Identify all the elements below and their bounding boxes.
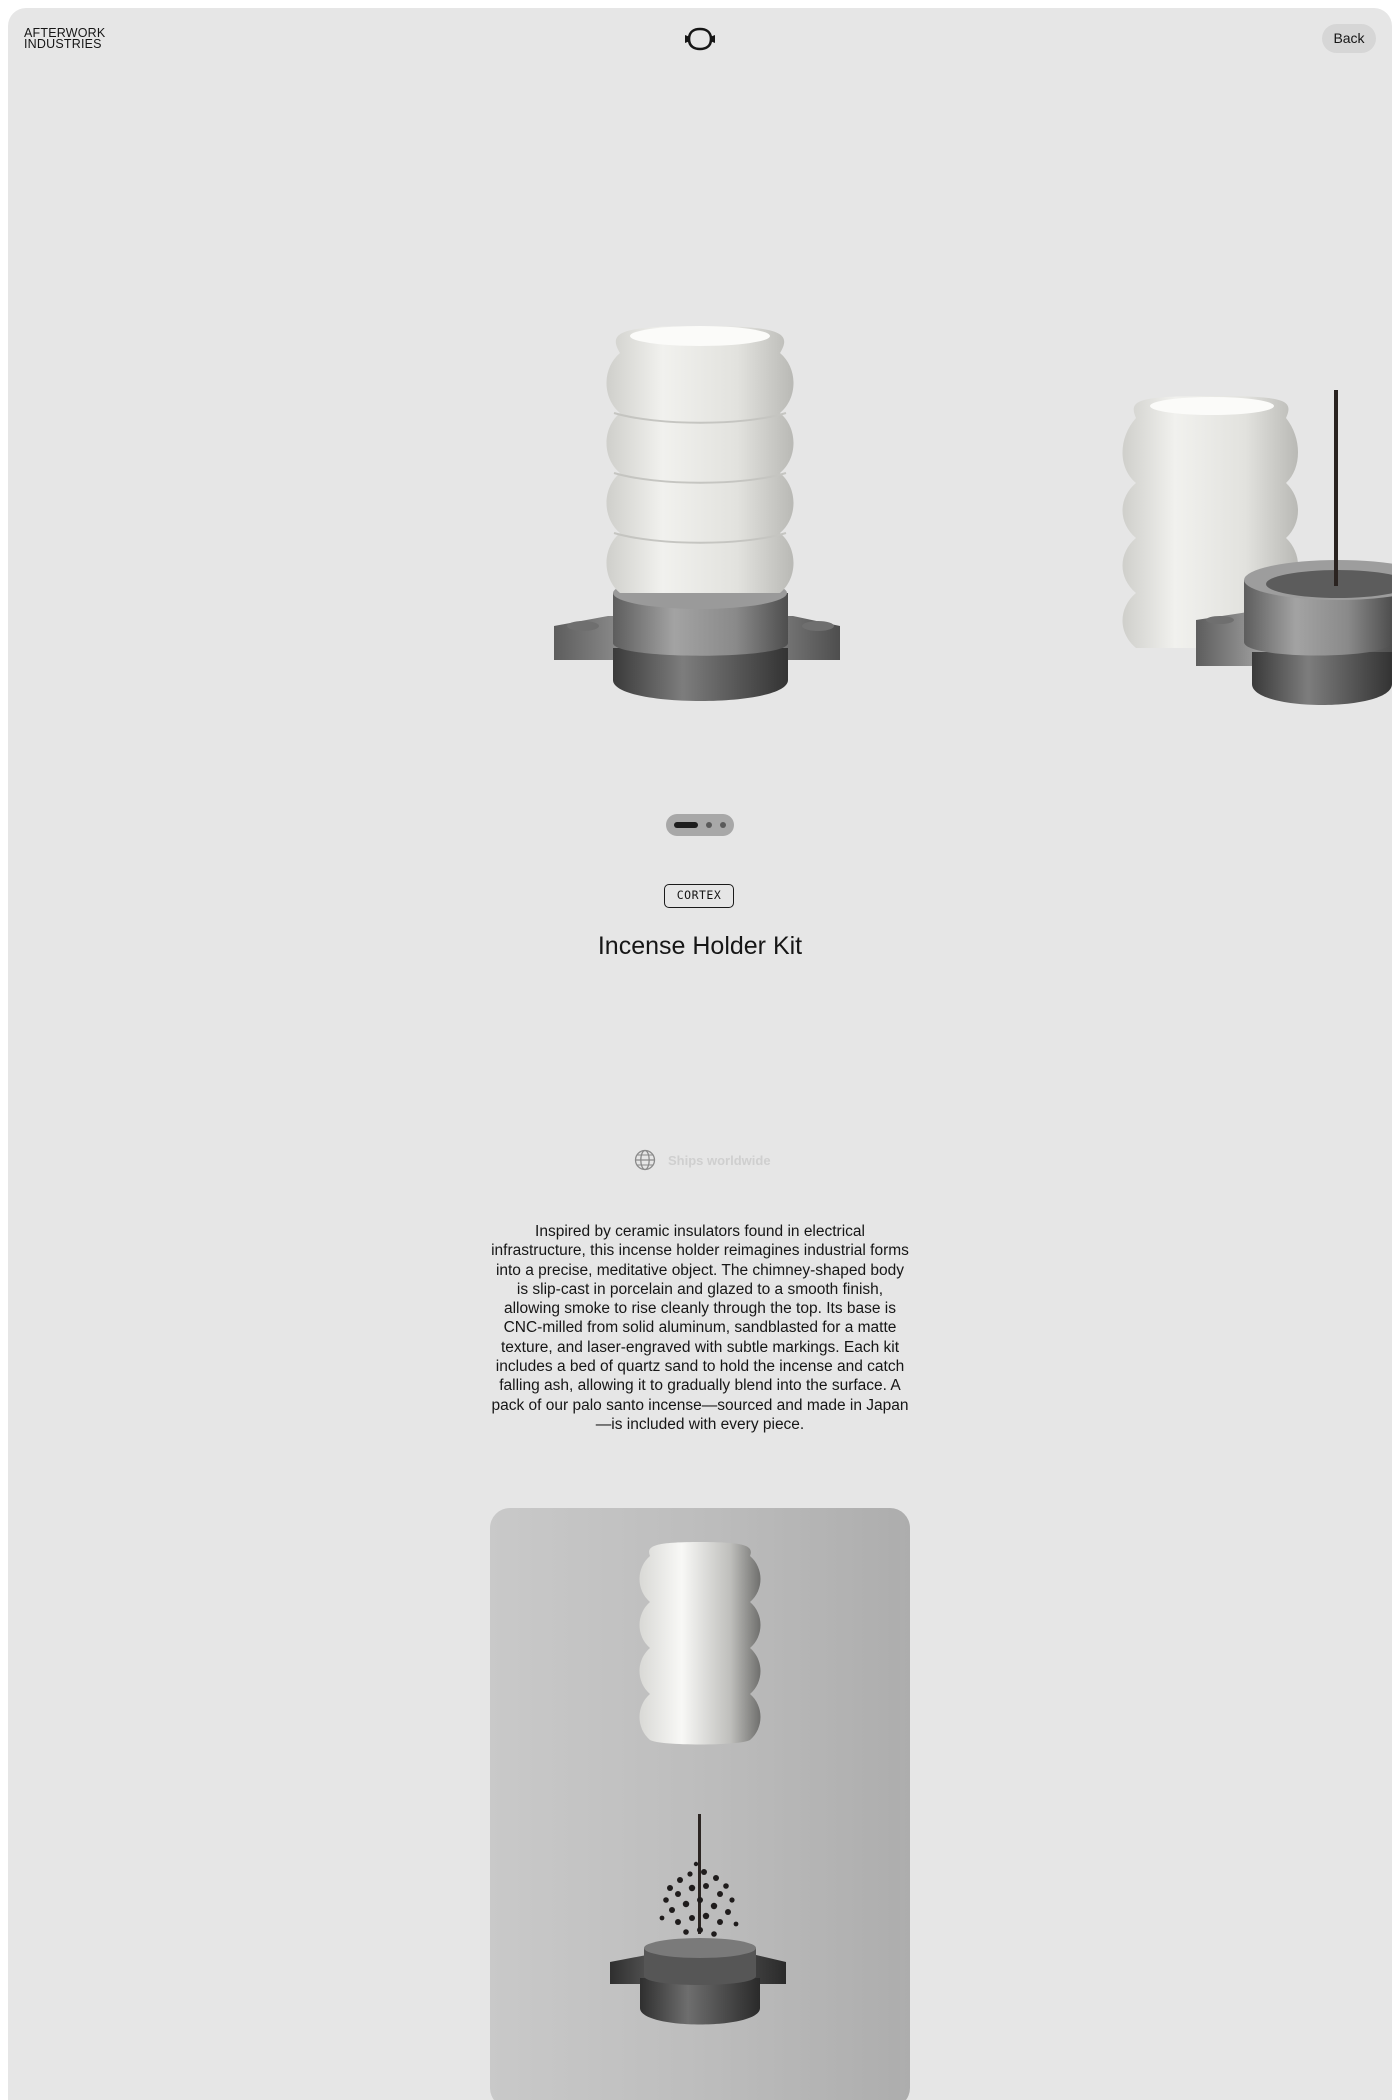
product-image-carousel[interactable] [8,308,1392,728]
insulator-logo-icon[interactable] [685,26,715,52]
back-button[interactable]: Back [1322,24,1376,53]
exploded-product-image [490,1508,910,2100]
page-scrollbar[interactable] [1384,30,1392,2090]
slide-next-product-image [1123,390,1393,705]
brand-line-1: AFTERWORK [24,26,106,40]
carousel-slides [8,308,1392,728]
brand-logotype[interactable] [24,28,105,50]
pagination-dot-1[interactable] [674,822,698,828]
collection-tag[interactable]: CORTEX [664,884,734,908]
shipping-text: Ships worldwide [668,1152,771,1168]
pagination-dot-2[interactable] [706,822,712,828]
globe-icon [634,1149,656,1171]
pagination-dot-3[interactable] [720,822,726,828]
slide-main-product-image [554,326,840,701]
page-frame [8,8,1392,2100]
exploded-view-image-card [490,1508,910,2100]
product-title: Incense Holder Kit [597,932,803,960]
brand-line-2: INDUSTRIES [24,37,102,51]
product-description: Inspired by ceramic insulators found in electrical infrastructure, this incense holder reimagines industrial forms into a precise, meditative object. The chimney-shaped body is slip-cast in porcelain and glazed to a smooth finish, allowing smoke to rise cleanly through the top. Its base is CNC-milled from solid aluminum, sandblasted for a matte texture, and laser-engraved with subtle markings. Each kit includes a bed of quartz sand to hold the incense and catch falling ash, allowing it to gradually blend into the surface. A pack of our palo santo incense—sourced and made in Japan—is included with every piece. [491,1223,909,1433]
shipping-info [634,1148,771,1172]
carousel-pagination[interactable] [666,814,734,836]
